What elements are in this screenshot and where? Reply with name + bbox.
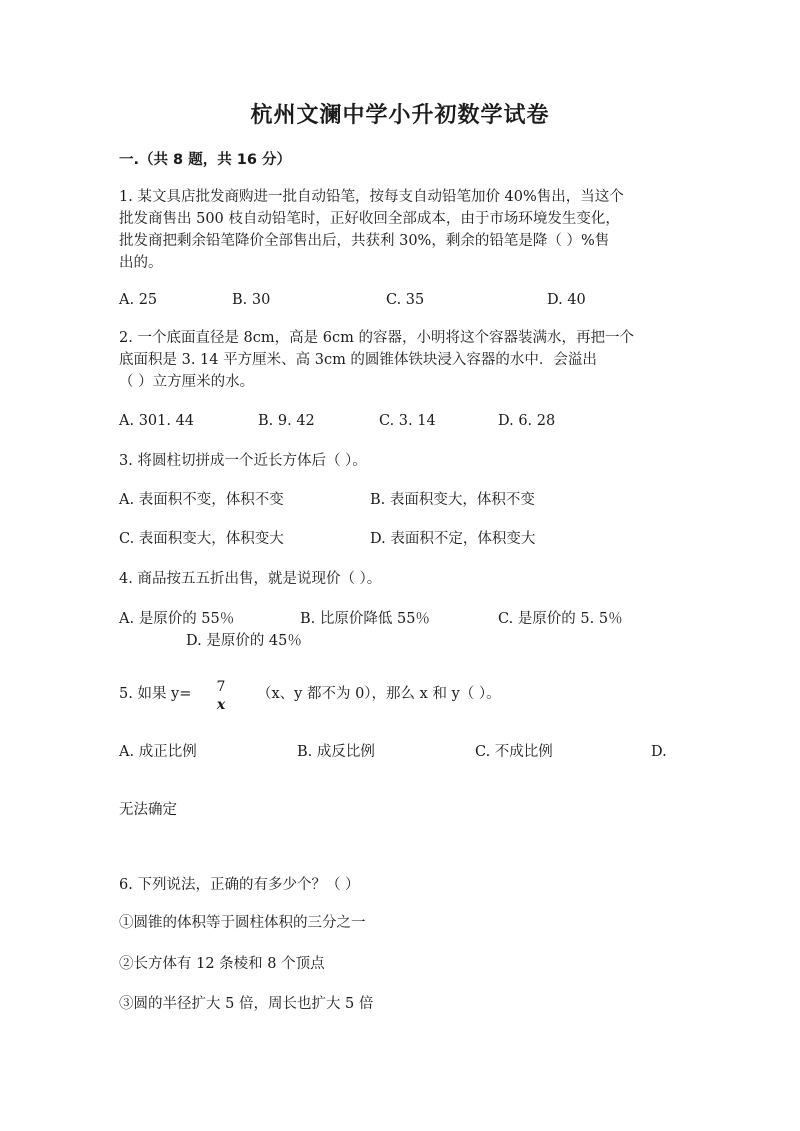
question-5-stem-suffix: （x、y 都不为 0），那么 x 和 y（ ）。 [257,686,501,702]
question-4-stem: 4. 商品按五五折出售，就是说现价（ ）。 [119,571,382,587]
question-1 [119,186,679,274]
question-1-line: 出的。 [119,255,163,271]
q3-option-d[interactable]: D. 表面积不定，体积变大 [370,531,536,547]
q3-option-b[interactable]: B. 表面积变大，体积不变 [370,492,535,508]
fraction-numerator: 7 [216,679,226,695]
question-1-line: 批发商售出 500 枝自动铅笔时，正好收回全部成本，由于市场环境发生变化， [119,211,620,227]
question-6-stem: 6. 下列说法，正确的有多少个？（ ） [119,877,360,893]
q2-option-a[interactable]: A. 301. 44 [119,413,195,429]
q5-option-d-text[interactable]: 无法确定 [119,802,177,818]
q5-option-d[interactable]: D. [651,744,667,760]
fraction-denominator: x [216,697,226,713]
q5-option-a[interactable]: A. 成正比例 [119,744,197,760]
q5-option-c[interactable]: C. 不成比例 [475,744,553,760]
question-2-line: 底面积是 3. 14 平方厘米、高 3cm 的圆锥体铁块浸入容器的水中．会溢出 [119,352,597,368]
q1-option-b[interactable]: B. 30 [232,292,271,308]
q4-option-c[interactable]: C. 是原价的 5. 5％ [498,611,623,627]
question-2-line: 2. 一个底面直径是 8cm，高是 6cm 的容器，小明将这个容器装满水，再把一个 [119,330,634,346]
q6-statement-2: ②长方体有 12 条棱和 8 个顶点 [119,956,325,972]
question-1-line: 1. 某文具店批发商购进一批自动铅笔，按每支自动铅笔加价 40%售出，当这个 [119,189,624,205]
q2-option-d[interactable]: D. 6. 28 [498,413,556,429]
fraction-7-over-x [213,678,229,714]
q4-option-a[interactable]: A. 是原价的 55％ [119,611,235,627]
q1-option-a[interactable]: A. 25 [119,292,158,308]
question-3-stem: 3. 将圆柱切拼成一个近长方体后（ ）。 [119,453,367,469]
q4-option-b[interactable]: B. 比原价降低 55％ [300,611,430,627]
q1-option-c[interactable]: C. 35 [386,292,425,308]
q2-option-b[interactable]: B. 9. 42 [258,413,315,429]
exam-title: 杭州文澜中学小升初数学试卷 [250,103,550,128]
question-5-stem-prefix: 5. 如果 y= [119,686,192,702]
q6-statement-1: ①圆锥的体积等于圆柱体积的三分之一 [119,915,366,931]
q4-option-d[interactable]: D. 是原价的 45％ [186,633,302,649]
q6-statement-3: ③圆的半径扩大 5 倍，周长也扩大 5 倍 [119,996,374,1012]
q1-option-d[interactable]: D. 40 [547,292,586,308]
q3-option-a[interactable]: A. 表面积不变，体积不变 [119,492,284,508]
question-2-line: （ ）立方厘米的水。 [119,374,255,390]
question-1-line: 批发商把剩余铅笔降价全部售出后，共获利 30%，剩余的铅笔是降（ ）%售 [119,233,610,249]
q2-option-c[interactable]: C. 3. 14 [379,413,436,429]
q3-option-c[interactable]: C. 表面积变大，体积变大 [119,531,284,547]
section-heading: 一.（共 8 题，共 16 分） [119,152,291,168]
q5-option-b[interactable]: B. 成反比例 [297,744,375,760]
question-2 [119,327,679,393]
